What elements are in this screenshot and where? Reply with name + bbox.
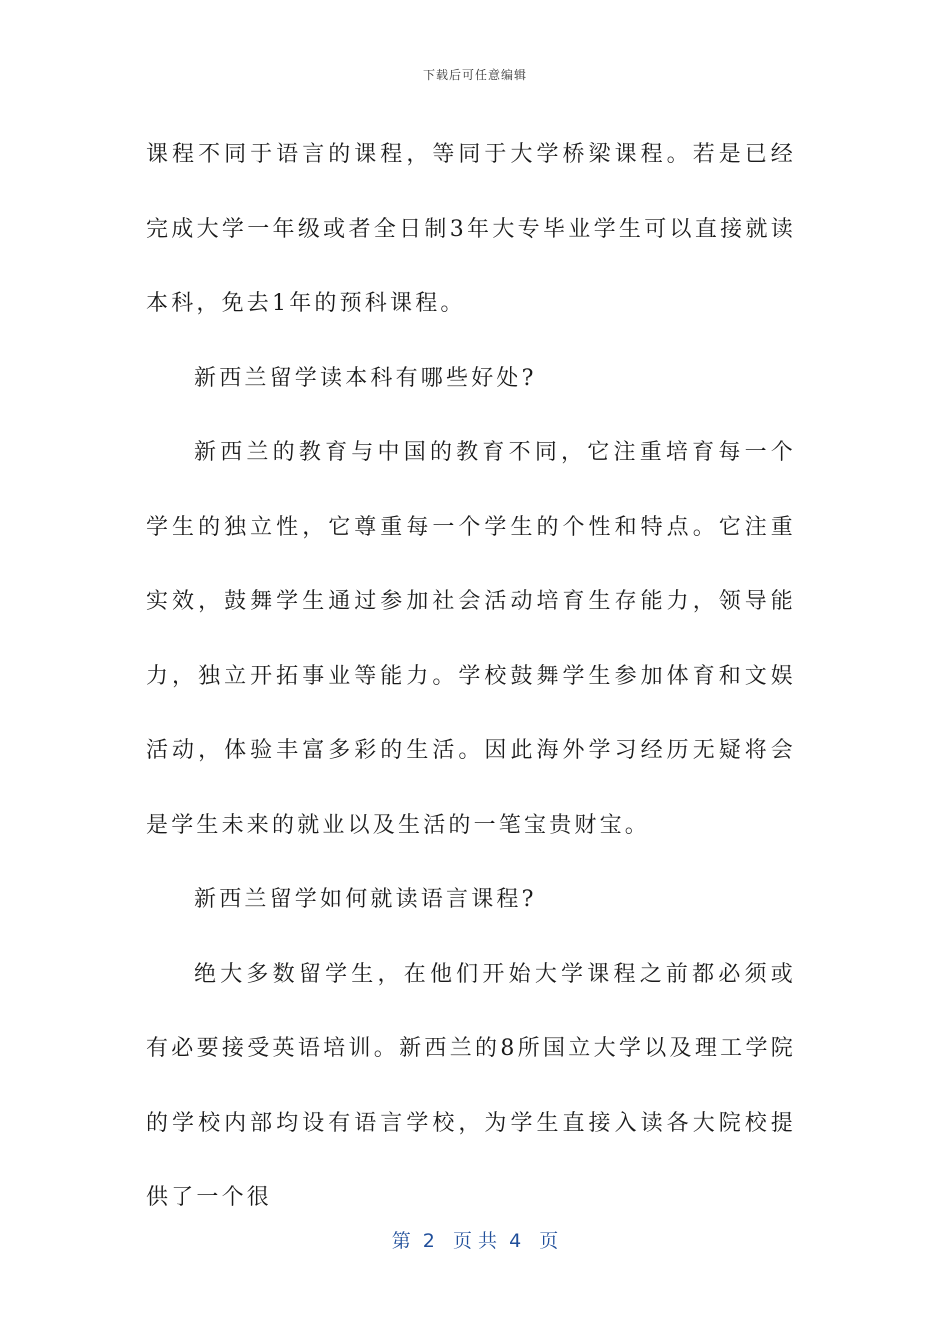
header-note: 下载后可任意编辑 bbox=[422, 68, 527, 82]
paragraph-language-training: 绝大多数留学生，在他们开始大学课程之前都必须或有必要接受英语培训。新西兰的8所国立大学以及理工学院的学校内部均设有语言学校，为学生直接入读各大院校提供了一个很 bbox=[146, 961, 796, 1210]
paragraph-heading-language-course: 新西兰留学如何就读语言课程? bbox=[194, 887, 537, 912]
paragraph-heading-undergrad-benefits: 新西兰留学读本科有哪些好处? bbox=[194, 365, 537, 391]
document-body bbox=[146, 118, 796, 1236]
page-number-footer: 第 2 页 共 4 页 bbox=[391, 1230, 559, 1252]
paragraph-continuation: 课程不同于语言的课程，等同于大学桥梁课程。若是已经完成大学一年级或者全日制3年大专毕业学生可以直接就读本科，免去1年的预科课程。 bbox=[146, 142, 796, 316]
paragraph-education-benefits: 新西兰的教育与中国的教育不同，它注重培育每一个学生的独立性，它尊重每一个学生的个性和特点。它注重实效，鼓舞学生通过参加社会活动培育生存能力，领导能力，独立开拓事业等能力。学校鼓舞学生参加体育和文娱活动，体验丰富多彩的生活。因此海外学习经历无疑将会是学生未来的就业以及生活的一笔宝贵财宝。 bbox=[146, 440, 796, 838]
